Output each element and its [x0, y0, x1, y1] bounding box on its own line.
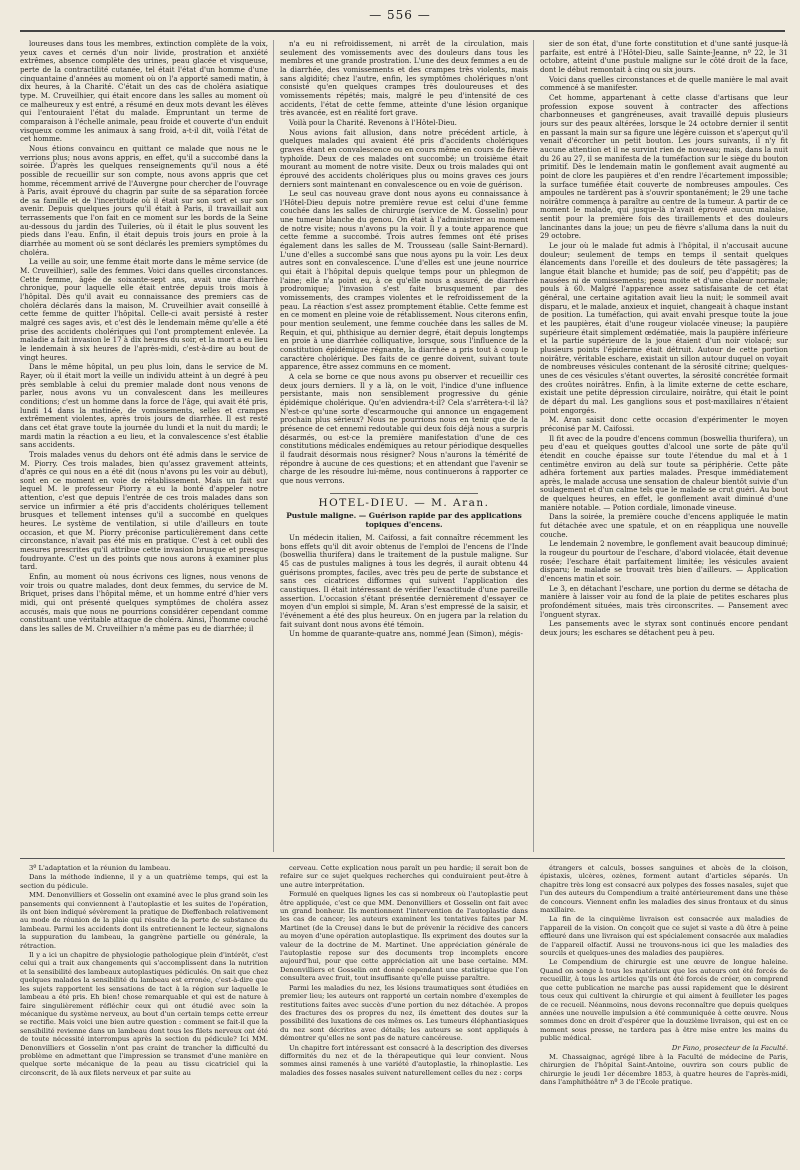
paragraph: Le Compendium de chirurgie est une œuvre de longue haleine. Quand on songe à tous les matériaux que les auteurs ont été forcés de recueillir, à tous les articles qu'ils ont été forcés de créer, on comprend que cette publication ne marche pas aussi rapidement que le désirent tous ceux qui cultivent la chirurgie et qui aiment à feuilleter les pages de ce recueil. Néanmoins, nous devons reconnaître que depuis quelques années une nouvelle impulsion a été communiquée à cette œuvre. Nous sommes donc en droit d'espérer que la douzième livraison, qui est en ce moment sous presse, ne tardera pas à être mise entre les mains du public médical.	[540, 958, 788, 1043]
section-separator	[330, 493, 479, 494]
footer-column-2	[280, 864, 528, 1164]
paragraph: sier de son état, d'une forte constitution et d'une santé jusque-là parfaite, est entré à l'Hôtel-Dieu, salle Sainte-Jeanne, nº 22, le 31 octobre, atteint d'une pustule maligne sur le côté droit de la face, dont le début remontait à cinq ou six jours.	[540, 40, 788, 74]
paragraph: Un homme de quarante-quatre ans, nommé Jean (Simon), mégis-	[289, 629, 523, 639]
footer-column-1	[20, 864, 268, 1164]
paragraph: loureuses dans tous les membres, extinction complète de la voix, yeux caves et cernés d'un noir livide, prostration et anxiété extrêmes, absence complète des urines, peau glacée et visqueuse, perte de la contractilité cutanée, tel était l'état d'un homme d'une cinquantaine d'années au moment où on l'a apporté samedi matin, à dix heures, à la Charité. C'était un des cas de choléra asiatique type. M. Cruveilhier, qui était encore dans les salles au moment où ce malheureux y est entré, a résumé en deux mots devant les élèves qui l'entouraient l'état du malade. Empruntant un terme de comparaison à l'échelle animale, peau froide et couverte d'un enduit visqueux comme les animaux à sang froid, a-t-il dit, voilà l'état de cet homme.	[20, 40, 268, 144]
paragraph: M. Chassaignac, agrégé libre à la Faculté de médecine de Paris, chirurgien de l'hôpital Saint-Antoine, ouvrira son cours public de chirurgie le jeudi 1er décembre 1853, à quatre heures de l'après-midi, dans l'amphithéâtre nº 3 de l'École pratique.	[540, 1052, 788, 1087]
feuilleton-rule	[20, 858, 785, 859]
paragraph: Le 3, en détachant l'eschare, une portion du derme se détacha de manière à laisser voir au fond de la plaie de petites eschares plus profondément situées, mais très circonscrites. — Pansement avec l'onguent styrax.	[540, 583, 788, 619]
section-subtitle: Pustule maligne. — Guérison rapide par des applications topiques d'encens.	[286, 511, 522, 530]
paragraph: Formulé en quelques lignes les cas si nombreux où l'autoplastie peut être appliquée, c'est ce que MM. Denonvilliers et Gosselin ont fait avec un grand bonheur. Ils mentionnent l'intervention de l'autoplastie dans les cas de cancer; les auteurs examinent les tentatives faites par M. Martinet (de la Creuse) dans le but de prévenir la récidive des cancers au moyen d'une opération autoplastique. Ils expriment des doutes sur la valeur de la doctrine de M. Martinet. Une appréciation générale de l'autoplastie repose sur des documents trop incomplets encore aujourd'hui, pour que cette appréciation ait une base certaine. MM. Denonvilliers et Gosselin ont donné cependant une statistique que l'on consultera avec fruit, tout insuffisante qu'elle puisse paraître.	[280, 890, 528, 983]
paragraph: Un chapitre fort intéressant est consacré à la description des diverses difformités du nez et de la thérapeutique qui leur convient. Nous sommes ainsi ramenés à une variété d'autoplastie, la rhinoplastie. Les maladies des fosses nasales suivent naturellement celles du nez : corps	[280, 1043, 528, 1077]
paragraph: Voilà pour la Charité. Revenons à l'Hôtel-Dieu.	[289, 117, 457, 127]
signature: Dr Fano, prosecteur de la Faculté.	[671, 1043, 788, 1052]
paragraph: A cela se borne ce que nous avons pu observer et recueillir ces deux jours derniers. Il y a là, on le voit, l'indice d'une influence persistante, mais non sensiblement progressive du génie épidémique cholérique. Qu'en adviendra-t-il? Cela s'arrêtera-t-il là? N'est-ce qu'une sorte d'escarmouche qui annonce un engagement prochain plus sérieux? Nous ne pourrions nous en tenir que de la présence de cet ennemi redoutable qui deux fois déjà nous a surpris désarmés, ou est-ce la première manifestation d'une de ces constitutions médicales endémiques au retour périodique desquelles il faudrait désormais nous résigner? Nous n'aurons la témérité de répondre à aucune de ces questions; et en attendant que l'avenir se charge de les résoudre lui-même, nous continuerons à rapporter ce que nous verrons.	[280, 371, 528, 485]
paragraph: Nous avions fait allusion, dans notre précédent article, à quelques malades qui avaient été pris d'accidents cholériques graves étant en convalescence ou en cours même en cours de fièvre typhoïde. Deux de ces malades ont succombé; un troisième était mourant au moment de notre visite. Deux ou trois malades qui ont éprouvé des accidents cholériques plus ou moins graves ces jours derniers sont maintenant en convalescence ou en voie de guérison.	[280, 127, 528, 189]
paragraph: Il fit avec de la poudre d'encens commun (boswellia thurifera), un peu d'eau et quelques gouttes d'alcool une sorte de pâte qu'il étendit en couche épaisse sur toute l'étendue du mal et à 1 centimètre environ au delà sur toute sa périphérie. Cette pâte adhéra fortement aux parties malades. Presque immédiatement après, le malade accusa une sensation de chaleur bientôt suivie d'un soulagement et d'un calme tels que le malade se crut guéri. Au bout de quelques heures, en effet, le gonflement avait diminué d'une manière notable. — Potion cordiale, limonade vineuse.	[540, 433, 788, 512]
column-divider	[533, 40, 534, 852]
paragraph: Enfin, au moment où nous écrivons ces lignes, nous venons de voir trois ou quatre malades, dont deux femmes, du service de M. Briquet, prises dans l'hôpital même, et un homme entré d'hier vers midi, qui ont présenté quelques symptômes de choléra assez accusés, mais que nous ne pourrions considérer cependant comme constituant une véritable attaque de choléra. Ainsi, l'homme couché dans les salles de M. Cruveilhier n'a même pas eu de diarrhée; il	[20, 572, 268, 633]
paragraph: MM. Denonvilliers et Gosselin ont examiné avec le plus grand soin les pansements qui conviennent à l'autoplastie et les suites de l'opération, ils ont bien indiqué sévèrement la pratique de Dieffenbach relativement au mode de réunion de la plaie qui résulte de la perte de substance du lambeau. Parmi les accidents dont ils entretiennent le lecteur, signalons la suppuration du lambeau, la gangrène partielle ou générale, la rétraction.	[20, 891, 268, 950]
paragraph: La veille au soir, une femme était morte dans le même service (de M. Cruveilhier), salle des femmes. Voici dans quelles circonstances. Cette femme, âgée de soixante-sept ans, avait une diarrhée chronique, pour laquelle elle était entrée depuis trois mois à l'hôpital. Dès qu'il avait eu connaissance des premiers cas de choléra déclarés dans la maison, M. Cruveilhier avait conseillé à cette femme de quitter l'hôpital. Celle-ci avait persisté à rester malgré ces sages avis, et c'est dès le lendemain même qu'elle a été prise des accidents cholériques qui l'ont promptement enlevée. La maladie a fait invasion le 17 à dix heures du soir, et la mort a eu lieu le lendemain à six heures de l'après-midi, c'est-à-dire au bout de vingt heures.	[20, 257, 268, 362]
column-divider	[273, 40, 274, 852]
paragraph: cerveau. Cette explication nous paraît un peu hardie; il serait bon de refaire sur ce sujet quelques recherches qui conduiraient peut-être à une autre interprétation.	[280, 864, 528, 889]
paragraph: Dans le même hôpital, un peu plus loin, dans le service de M. Rayer, où il était mort la veille un individu atteint à un degré à peu près semblable à celui du premier malade dont nous venons de parler, nous avons vu un convalescent dans les meilleures conditions; c'est un homme dans la force de l'âge, qui avait été pris, lundi 14 dans la matinée, de vomissements, selles et crampes extrêmement violentes, après trois jours de diarrhée. Il est resté dans cet état grave toute la journée du lundi et la nuit du mardi; le mardi matin la réaction a eu lieu, et la convalescence s'est établie sans accidents.	[20, 362, 268, 450]
paragraph: Il y a ici un chapitre de physiologie pathologique plein d'intérêt, c'est celui qui a trait aux changements qui s'accomplissent dans la nutrition et la sensibilité des lambeaux autoplastiques pédiculés. On sait que chez quelques malades la sensibilité du lambeau est erronée, c'est-à-dire que les sujets rapportent les sensations de tact à la région sur laquelle le lambeau a été pris. Eh bien! chose remarquable et qui est de nature à faire singulièrement réfléchir ceux qui ont étudié avec soin la mécanique du système nerveux, au bout d'un certain temps cette erreur se rectifie. Mais voici une bien autre question : comment se fait-il que la sensibilité revienne dans un lambeau dont tous les filets nerveux ont été de toute nécessité interrompus après la section du pédicule? Ici MM. Denonvilliers et Gosselin n'ont pas craint de trancher la difficulté du problème en admettant que l'impression se transmet d'une manière en quelque sorte mécanique de la peau au tissu cicatriciel qui la circonscrit, de là aux filets nerveux et par suite au	[20, 951, 268, 1077]
paragraph: M. Aran saisit donc cette occasion d'expérimenter le moyen préconisé par M. Caifossi.	[540, 415, 788, 433]
paragraph: Les pansements avec le styrax sont continués encore pendant deux jours; les eschares se détachent peu à peu.	[540, 619, 788, 637]
paragraph: Voici dans quelles circonstances et de quelle manière le mal avait commencé à se manifester.	[540, 74, 788, 93]
column-3	[540, 40, 788, 855]
paragraph: Le jour où le malade fut admis à l'hôpital, il n'accusait aucune douleur; seulement de temps en temps il sentait quelques élancements dans l'oreille et des douleurs de tête passagères; la langue était blanche et humide; pas de soif, peu d'appétit; pas de nausées ni de vomissements; peau moite et d'une chaleur normale; pouls à 60. Malgré l'apparence assez satisfaisante de cet état général, une certaine agitation avait lieu la nuit; le sommeil avait disparu, et le malade, anxieux et inquiet, changeait à chaque instant de position. La tuméfaction, qui avait envahi presque toute la joue et les paupières, était d'une rougeur violacée vineuse; la paupière supérieure était simplement œdématiée, mais la paupière inférieure et la partie supérieure de la joue étaient d'un noir violacé; sur plusieurs points l'épiderme était détruit. Autour de cette portion noirâtre, véritable eschare, existait un sillon autour duquel on voyait de nombreuses vésicules contenant de la sérosité citrine; quelques-unes de ces vésicules s'étant ouvertes, la sérosité concrétée formait des croûtes noirâtres. Enfin, à la limite externe de cette eschare, existait une petite dépression circulaire, noirâtre, qui était le point de départ du mal. Les ganglions sous et post-maxillaires n'étaient point engorgés.	[540, 241, 788, 415]
paragraph: n'a eu ni refroidissement, ni arrêt de la circulation, mais seulement des vomissements avec des douleurs dans tous les membres et une grande prostration. L'une des deux femmes a eu de la diarrhée, des vomissements et des crampes très violents, mais sans algidité; chez l'autre, enfin, les symptômes cholériques n'ont consisté qu'en quelques crampes très douloureuses et des vomissements répétés; mais, malgré le peu d'intensité de ces accidents, l'état de cette femme, atteinte d'une lésion organique très avancée, est en réalité fort grave.	[280, 40, 528, 118]
footer-column-3	[540, 864, 788, 1164]
paragraph: Un médecin italien, M. Caifossi, a fait connaître récemment les bons effets qu'il dit avoir obtenus de l'emploi de l'encens de l'Inde (boswellia thurifera) dans le traitement de la pustule maligne. Sur 45 cas de pustules malignes à tous les degrés, il aurait obtenu 44 guérisons promptes, faciles, avec très peu de perte de substance et sans ces cicatrices difformes qui suivent l'application des caustiques. Il était intéressant de vérifier l'exactitude d'une pareille assertion. L'occasion s'étant présentée dernièrement d'essayer ce moyen d'un emploi si simple, M. Aran s'est empressé de la saisir, et l'événement a été des plus heureux. On en jugera par la relation du fait suivant dont nous avons été témoin.	[280, 533, 528, 629]
column-1	[20, 40, 268, 855]
paragraph: Dans la méthode indienne, il y a un quatrième temps, qui est la section du pédicule.	[20, 873, 268, 890]
paragraph: Le lendemain 2 novembre, le gonflement avait beaucoup diminué; la rougeur du pourtour de l'eschare, d'abord violacée, était devenue rosée; l'eschare était parfaitement limitée; les vésicules avaient disparu; le malade se trouvait très bien d'ailleurs. — Application d'encens matin et soir.	[540, 539, 788, 584]
column-2	[280, 40, 528, 855]
header-rule	[20, 30, 785, 32]
paragraph: Trois malades venus du dehors ont été admis dans le service de M. Piorry. Ces trois malades, bien qu'assez gravement atteints, d'après ce qui nous en a été dit (nous n'avons pu les voir au début), sont en ce moment en voie de rétablissement. Mais un fait sur lequel M. le professeur Piorry a eu la bonté d'appeler notre attention, c'est que depuis l'entrée de ces trois malades dans son service un infirmier a été pris d'accidents cholériques tellement brusques et tellement intenses qu'il a succombé en quelques heures. Le système de ventilation, si utile d'ailleurs en toute occasion, et que M. Piorry préconise particulièrement dans cette circonstance, n'avait pas été mis en pratique. C'est à cet oubli des mesures prescrites qu'il attribue cette invasion brusque et presque foudroyante. C'est un des points que nous aurons à examiner plus tard.	[20, 449, 268, 572]
paragraph: Le seul cas nouveau grave dont nous ayons eu connaissance à l'Hôtel-Dieu depuis notre première revue est celui d'une femme couchée dans les salles de chirurgie (service de M. Gosselin) pour une tumeur blanche du genou. On était à l'administrer au moment de notre visite; nous n'avons pu la voir. Il y a toute apparence que cette femme a succombé. Trois autres femmes ont été prises également dans les salles de M. Trousseau (salle Saint-Bernard). L'une d'elles a succombé sans que nous ayons pu la voir. Les deux autres sont en convalescence. L'une d'elles est une jeune nourrice qui était à l'hôpital depuis quelque temps pour un phlegmon de l'aine; elle n'a point eu, à ce qu'elle nous a assuré, de diarrhée prodromique; l'invasion s'est faite brusquement par des vomissements, des crampes violentes et le refroidissement de la peau. La réaction s'est assez promptement établie. Cette femme est en ce moment en pleine voie de rétablissement. Nous citerons enfin, pour mention seulement, une femme couchée dans les salles de M. Requin, et qui, phthisique au dernier degré, était depuis longtemps en proie à une diarrhée colliquative, lorsque, sous l'influence de la constitution épidémique régnante, la diarrhée a pris tout à coup le caractère cholérique. Des faits de ce genre doivent, suivant toute apparence, être assez communs en ce moment.	[280, 189, 528, 372]
paragraph: Cet homme, appartenant à cette classe d'artisans que leur profession expose souvent à contracter des affections charbonneuses et gangréneuses, avait travaillé depuis plusieurs jours sur des peaux altérées, lorsque le 24 octobre dernier il sentit en passant la main sur sa figure une légère cuisson et s'aperçut qu'il venait d'écorcher un petit bouton. Les jours suivants, il n'y fit aucune attention et il ne survint rien de nouveau; mais, dans la nuit du 26 au 27, il se manifesta de la tuméfaction sur le siège du bouton primitif. Dès le lendemain matin le gonflement avait augmenté au point de clore les paupières et d'en rendre l'écartement impossible; la surface tuméfiée était couverte de nombreuses ampoules. Ces ampoules ne tardèrent pas à s'ouvrir spontanément; le 29 une tache noirâtre commença à paraître au centre de la tumeur. A partir de ce moment le malade, qui jusque-là n'avait éprouvé aucun malaise, sentit pour la première fois des tiraillements et des douleurs lancinantes dans la joue; un peu de fièvre s'alluma dans la nuit du 29 octobre.	[540, 92, 788, 241]
paragraph: Dans la soirée, la première couche d'encens appliquée le matin fut détachée avec une spatule, et on en réappliqua une nouvelle couche.	[540, 512, 788, 539]
paragraph: Parmi les maladies du nez, les lésions traumatiques sont étudiées en premier lieu; les auteurs ont rapporté un certain nombre d'exemples de restitutions faites avec succès d'une portion du nez détachée. A propos des fractures des os propres du nez, ils émettent des doutes sur la possibilité des luxations de ces mêmes os. Les tumeurs éléphantiasiques du nez sont décrites avec détails; les auteurs se sont appliqués à démontrer qu'elles ne sont pas de nature cancéreuse.	[280, 983, 528, 1043]
section-title: HOTEL-DIEU. — M. Aran.	[318, 497, 490, 510]
paragraph: Nous étions convaincu en quittant ce malade que nous ne le verrions plus; nous avons appris, en effet, qu'il a succombé dans la soirée. D'après les quelques renseignements qu'il nous a été possible de recueillir sur son compte, nous avons appris que cet homme, récemment arrivé de l'Auvergne pour chercher de l'ouvrage à Paris, avait éprouvé du chagrin par suite de sa séparation forcée de sa famille et de l'incertitude où il était sur son sort et sur son avenir. Depuis quelques jours qu'il était à Paris, il travaillait aux terrassements que l'on fait en ce moment sur les bords de la Seine au-dessous du jardin des Tuileries, où il était le plus souvent les pieds dans l'eau. Enfin, il était depuis trois jours en proie à la diarrhée au moment où se sont déclarés les premiers symptômes du choléra.	[20, 143, 268, 257]
paragraph: 3º L'adaptation et la réunion du lambeau.	[29, 864, 171, 872]
paragraph: étrangers et calculs, bosses sanguines et abcès de la cloison, épistaxis, ulcères, ozènes, forment autant d'articles séparés. Un chapitre très long est consacré aux polypes des fosses nasales, sujet que l'un des auteurs du Compendium a traité antérieurement dans une thèse de concours. Viennent enfin les maladies des sinus frontaux et du sinus maxillaire.	[540, 864, 788, 915]
page-number: — 556 —	[369, 8, 431, 22]
paragraph: La fin de la cinquième livraison est consacrée aux maladies de l'appareil de la vision. On conçoit que ce sujet si vaste a dû être à peine effleuré dans une livraison qui est spécialement consacrée aux maladies de l'appareil olfactif. Aussi ne trouvons-nous ici que les maladies des sourcils et quelques-unes des maladies des paupières.	[540, 915, 788, 958]
